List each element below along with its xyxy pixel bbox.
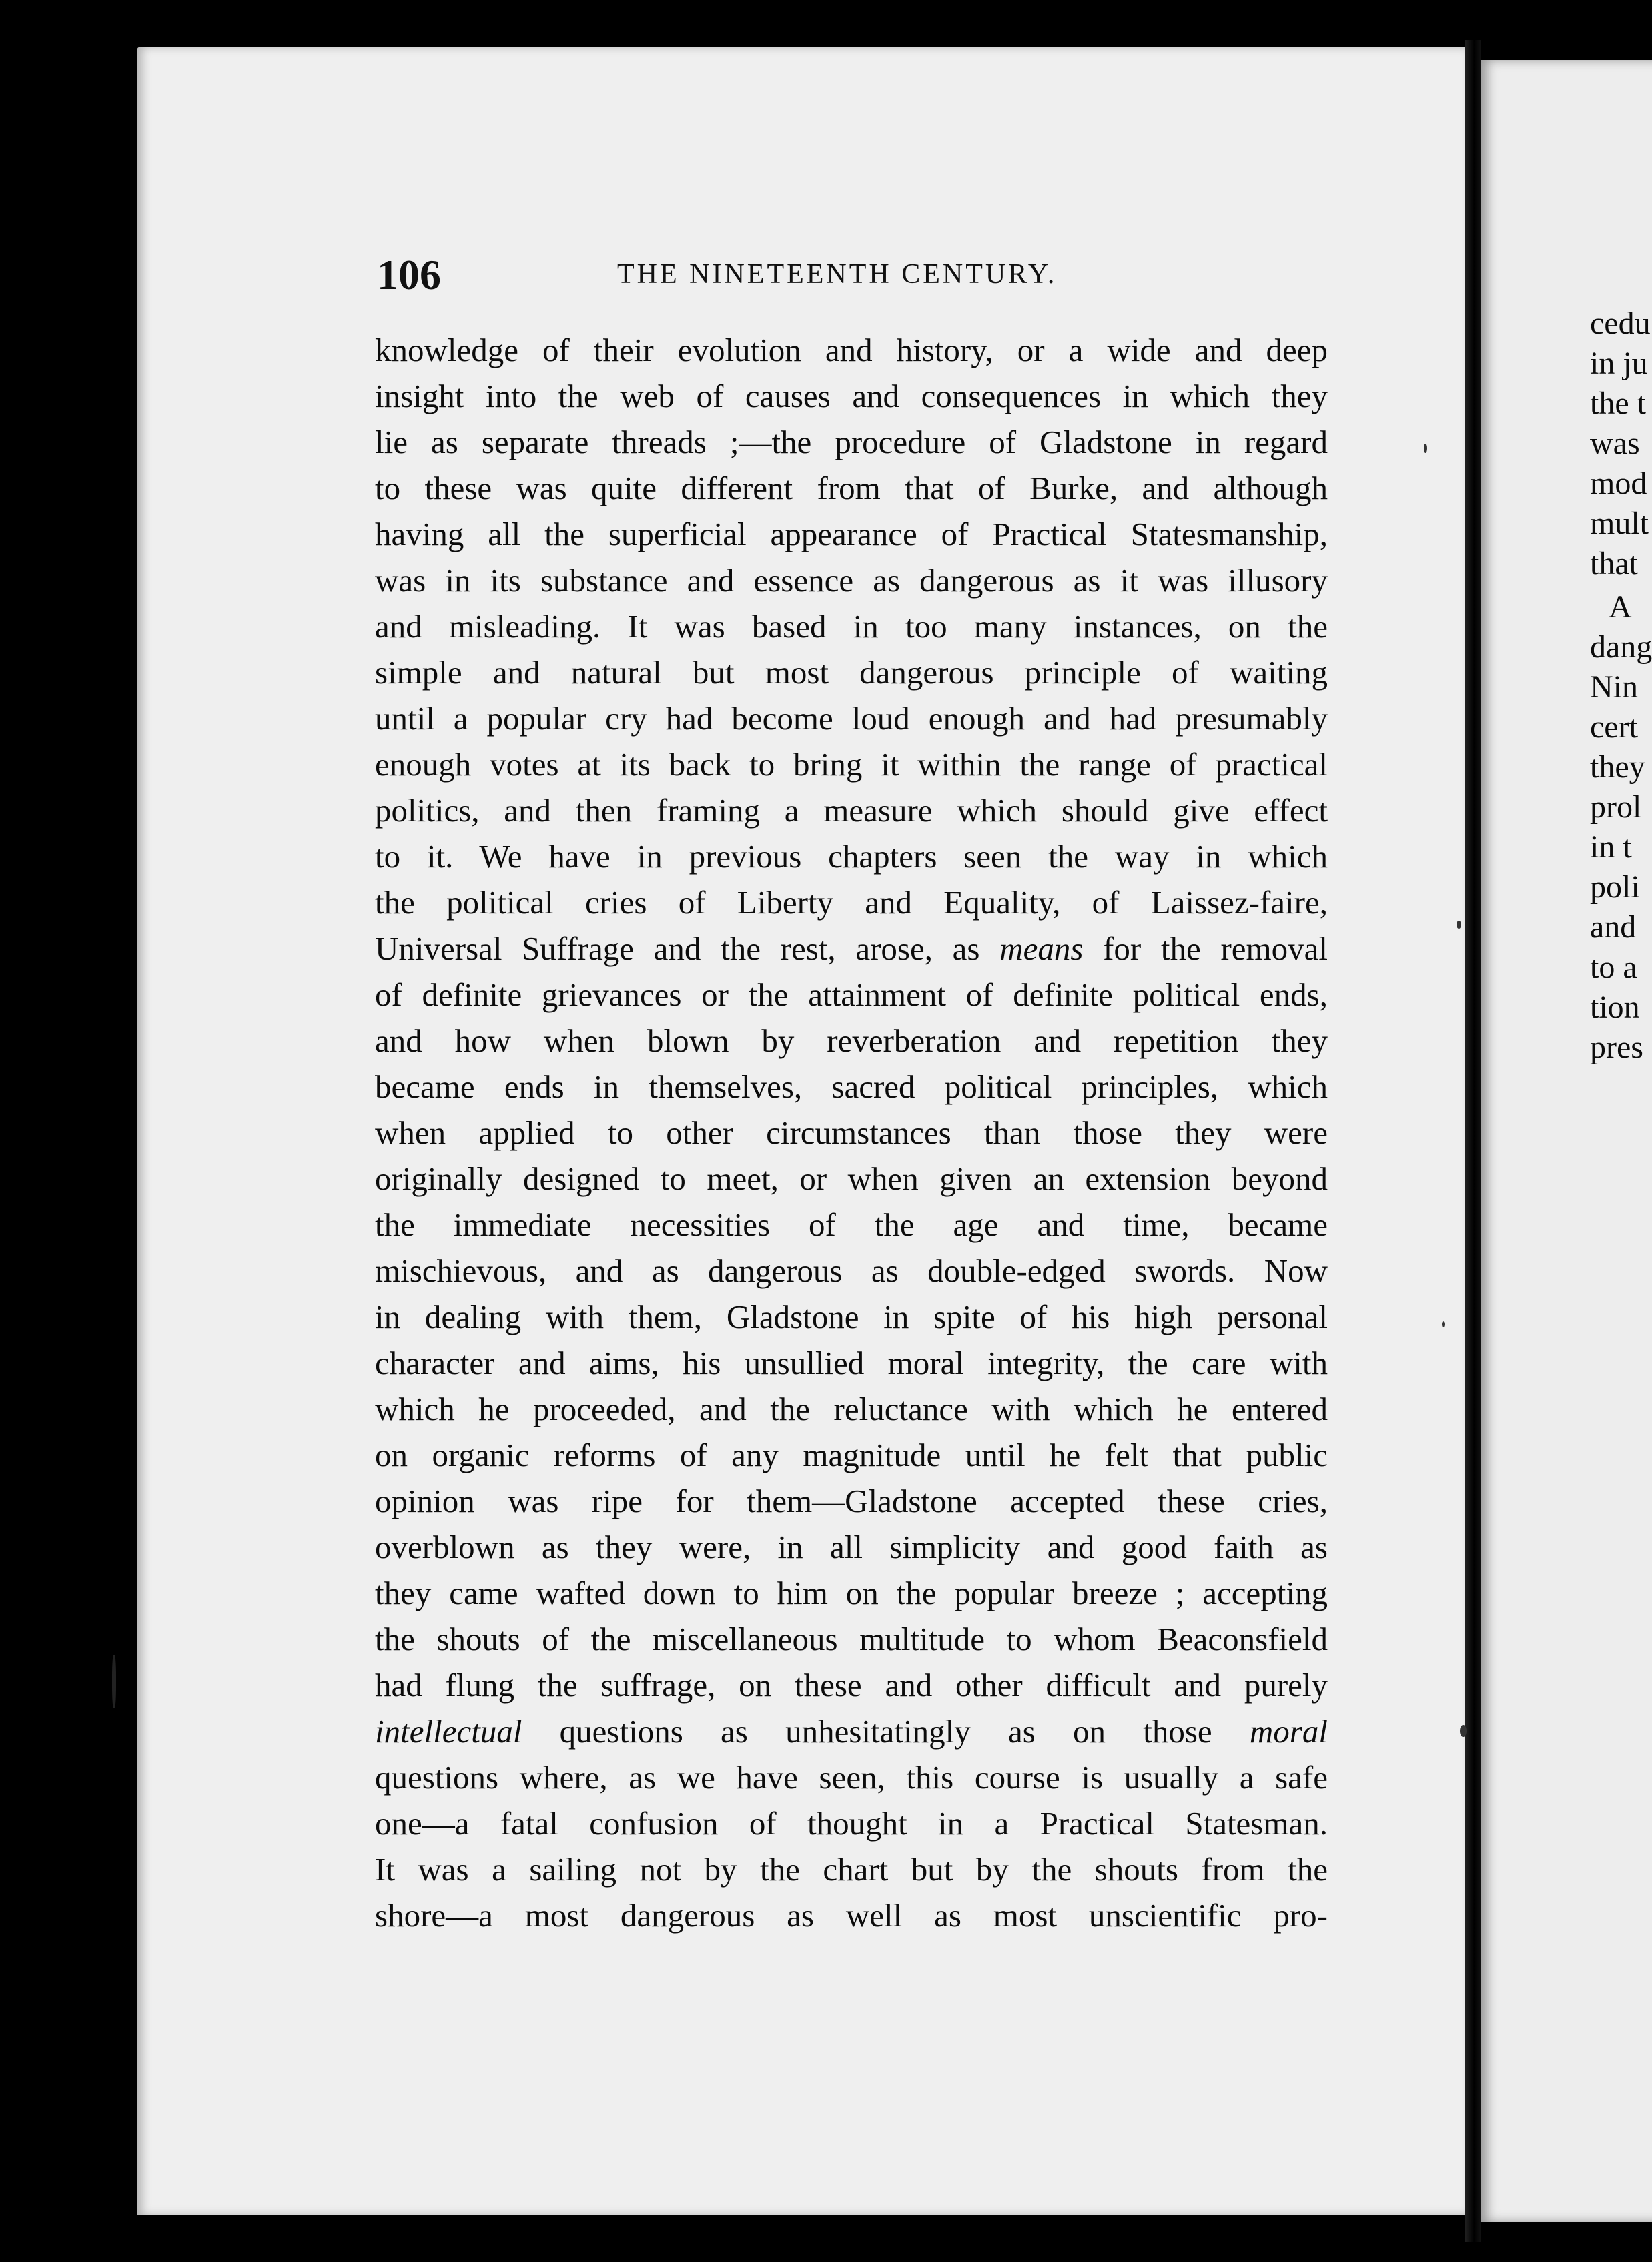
text-line: had flung the suffrage, on these and other difficult and purely [375,1667,1328,1704]
text-line: the immediate necessities of the age and time, became [375,1206,1328,1243]
text-line [375,925,1328,972]
text-line [375,1708,1328,1754]
text-line: insight into the web of causes and consequences in which they [375,378,1328,414]
facing-page-line: and [1590,909,1637,945]
facing-page-line: cedu [1590,306,1651,341]
scan-speck [1457,921,1461,929]
text-line: became ends in themselves, sacred political principles, which [375,1068,1328,1105]
text-line: mischievous, and as dangerous as double-edged swords. Now [375,1252,1328,1289]
text-segment: for the removal [1083,930,1328,967]
text-line: simple and natural but most dangerous principle of waiting [375,654,1328,691]
text-line: having all the superficial appearance of Practical Statesmanship, [375,516,1328,552]
facing-page-line: that [1590,546,1638,581]
text-line: lie as separate threads ;—the procedure of Gladstone in regard [375,424,1328,460]
italic-word: intellectual [375,1713,522,1750]
text-line: knowledge of their evolution and history, or a wide and deep [375,332,1328,368]
text-line: originally designed to meet, or when given an extension beyond [375,1160,1328,1197]
text-line: in dealing with them, Gladstone in spite of his high personal [375,1298,1328,1335]
text-line: questions where, as we have seen, this course is usually a safe [375,1759,1328,1796]
book-gutter [1465,40,1481,2242]
text-line: It was a sailing not by the chart but by the shouts from the [375,1851,1328,1888]
text-line: until a popular cry had become loud enough and had presumably [375,700,1328,737]
facing-page-line: in t [1590,829,1632,865]
text-line: one—a fatal confusion of thought in a Practical Statesman. [375,1805,1328,1842]
text-line: enough votes at its back to bring it within the range of practical [375,746,1328,783]
scan-speck [112,1655,116,1708]
running-head [377,250,1324,297]
scan-speck [1442,1321,1445,1327]
text-line: on organic reforms of any magnitude until he felt that public [375,1437,1328,1473]
facing-page-line: Nin [1590,669,1638,705]
facing-page-line: cert [1590,709,1638,745]
text-line: to it. We have in previous chapters seen the way in which [375,838,1328,875]
running-title: THE NINETEENTH CENTURY. [617,259,1058,290]
scan-speck [1460,1725,1467,1737]
text-line: politics, and then framing a measure which should give effect [375,792,1328,829]
text-line: they came wafted down to him on the popular breeze ; accepting [375,1575,1328,1611]
facing-page-line: tion [1590,990,1640,1025]
facing-page-line: mod [1590,466,1647,501]
facing-page-line: prol [1590,789,1642,825]
text-segment: Universal Suffrage and the rest, arose, as [375,930,1000,967]
facing-page-line: they [1590,749,1645,785]
facing-page-line: the t [1590,386,1646,421]
text-line: when applied to other circumstances than those they were [375,1114,1328,1151]
text-line: and how when blown by reverberation and repetition they [375,1022,1328,1059]
text-segment: questions as unhesitatingly as on those [522,1713,1250,1750]
facing-page-line: in ju [1590,346,1648,381]
facing-page-line: A [1609,589,1632,625]
facing-page-line: poli [1590,869,1640,905]
page-number: 106 [377,251,441,298]
text-line: character and aims, his unsullied moral integrity, the care with [375,1345,1328,1381]
facing-page-line: mult [1590,506,1649,541]
text-line: overblown as they were, in all simplicity and good faith as [375,1529,1328,1565]
text-line: the political cries of Liberty and Equality, of Laissez-faire, [375,884,1328,921]
facing-page [1481,60,1652,2222]
text-line: shore—a most dangerous as well as most unscientific pro- [375,1897,1328,1934]
text-line: to these was quite different from that of Burke, and although [375,470,1328,506]
text-line: and misleading. It was based in too many instances, on the [375,608,1328,645]
facing-page-line: pres [1590,1030,1643,1065]
text-line: opinion was ripe for them—Gladstone accepted these cries, [375,1483,1328,1519]
facing-page-line: was [1590,426,1640,461]
text-line: was in its substance and essence as dangerous as it was illusory [375,562,1328,599]
facing-page-line: dang [1590,629,1652,665]
text-line: the shouts of the miscellaneous multitude to whom Beaconsfield [375,1621,1328,1657]
italic-word: moral [1249,1713,1328,1750]
italic-word: means [999,930,1084,967]
body-text [375,327,1328,1938]
text-line: of definite grievances or the attainment of definite political ends, [375,976,1328,1013]
text-line: which he proceeded, and the reluctance with which he entered [375,1391,1328,1427]
scan-speck [1424,444,1427,453]
facing-page-line: to a [1590,950,1637,985]
